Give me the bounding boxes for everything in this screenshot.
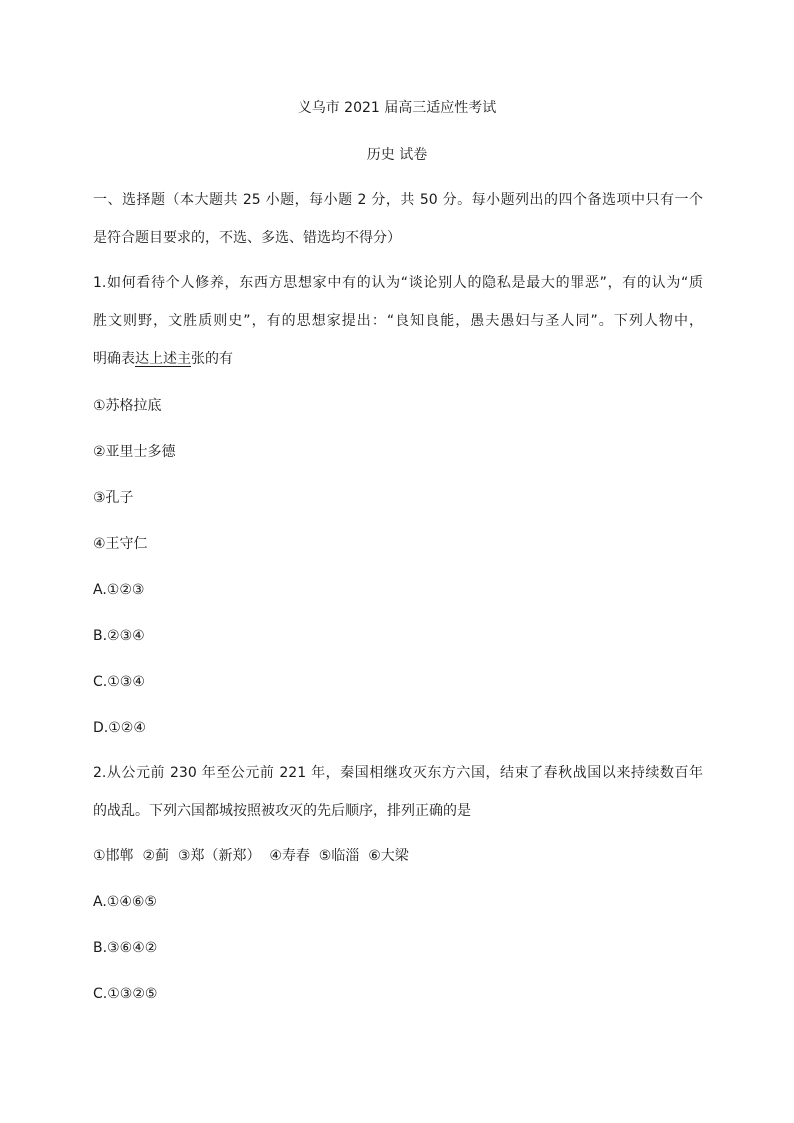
question-2-stem-line-2: 的战乱。下列六国都城按照被攻灭的先后顺序，排列正确的是 bbox=[93, 803, 471, 819]
question-1-option-d: D.①②④ bbox=[93, 720, 146, 736]
question-1-item: ②亚里士多德 bbox=[93, 444, 176, 460]
section-instruction-line-2: 是符合题目要求的，不选、多选、错选均不得分） bbox=[93, 230, 401, 246]
question-1-stem-line-2: 胜文则野，文胜质则史”，有的思想家提出：“良知良能，愚夫愚妇与圣人同”。下列人物中， bbox=[93, 313, 703, 329]
question-1-option-a: A.①②③ bbox=[93, 582, 145, 598]
section-instruction-line-1: 一、选择题（本大题共 25 小题，每小题 2 分，共 50 分。每小题列出的四个备选项中只有一个 bbox=[93, 192, 703, 208]
question-2-stem-line-1: 2.从公元前 230 年至公元前 221 年，秦国相继攻灭东方六国，结束了春秋战国以来持续数百年 bbox=[93, 765, 703, 781]
exam-title: 义乌市 2021 届高三适应性考试 bbox=[297, 100, 497, 116]
question-1-stem-text: 明确表 bbox=[93, 351, 135, 367]
question-2-option-c: C.①③②⑤ bbox=[93, 986, 158, 1002]
question-2-items: ①邯郸 ②蓟 ③郑（新郑） ④寿春 ⑤临淄 ⑥大梁 bbox=[93, 848, 409, 864]
question-1-option-c: C.①③④ bbox=[93, 674, 145, 690]
question-1-stem-text-end: 张的有 bbox=[191, 351, 233, 367]
question-2-option-b: B.③⑥④② bbox=[93, 940, 158, 956]
question-1-item: ①苏格拉底 bbox=[93, 398, 162, 414]
question-1-option-b: B.②③④ bbox=[93, 628, 145, 644]
question-1-stem-line-1: 1.如何看待个人修养，东西方思想家中有的认为“谈论别人的隐私是最大的罪恶”，有的认为“质 bbox=[93, 275, 703, 291]
question-1-item: ③孔子 bbox=[93, 490, 134, 506]
question-1-stem-line-3 bbox=[93, 349, 233, 369]
question-1-underlined-text: 达上述主 bbox=[135, 351, 191, 367]
question-2-option-a: A.①④⑥⑤ bbox=[93, 894, 157, 910]
question-1-item: ④王守仁 bbox=[93, 536, 148, 552]
exam-subtitle: 历史 试卷 bbox=[366, 147, 428, 163]
